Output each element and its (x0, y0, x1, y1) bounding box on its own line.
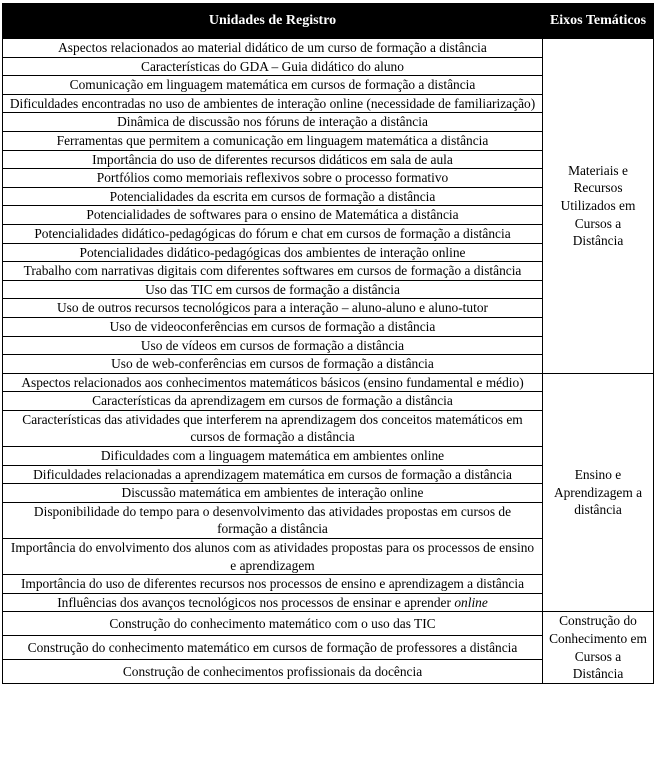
unidade-cell: Uso de web-conferências em cursos de formação a distância (3, 355, 543, 374)
unidade-cell: Dificuldades encontradas no uso de ambientes de interação online (necessidade de familiarização) (3, 94, 543, 113)
unidade-cell: Uso de outros recursos tecnológicos para a interação – aluno-aluno e aluno-tutor (3, 299, 543, 318)
eixo-tematico-cell: Ensino e Aprendizagem a distância (543, 373, 654, 612)
unidade-cell: Aspectos relacionados aos conhecimentos matemáticos básicos (ensino fundamental e médio) (3, 373, 543, 392)
eixo-tematico-cell: Materiais e Recursos Utilizados em Cursos a Distância (543, 39, 654, 374)
unidade-cell: Construção do conhecimento matemático com o uso das TIC (3, 612, 543, 636)
header-row (3, 4, 654, 39)
unidade-cell: Trabalho com narrativas digitais com diferentes softwares em cursos de formação a distância (3, 262, 543, 281)
unidade-cell: Uso de vídeos em cursos de formação a distância (3, 336, 543, 355)
unidade-cell: Dificuldades relacionadas a aprendizagem matemática em cursos de formação a distância (3, 465, 543, 484)
unidade-cell: Portfólios como memoriais reflexivos sobre o processo formativo (3, 169, 543, 188)
unidade-cell: Características do GDA – Guia didático do aluno (3, 57, 543, 76)
unidade-cell: Disponibilidade do tempo para o desenvolvimento das atividades propostas em cursos de formação a distância (3, 502, 543, 538)
unidade-cell: Potencialidades didático-pedagógicas dos ambientes de interação online (3, 243, 543, 262)
unidade-cell: Discussão matemática em ambientes de interação online (3, 484, 543, 503)
unidade-cell: Características das atividades que interferem na aprendizagem dos conceitos matemáticos em cursos de formação a distância (3, 410, 543, 446)
registro-table (2, 3, 654, 684)
table-row (3, 39, 654, 58)
eixo-tematico-cell: Construção do Conhecimento em Cursos a Distância (543, 612, 654, 683)
unidade-cell: Importância do uso de diferentes recursos nos processos de ensino e aprendizagem a distância (3, 575, 543, 594)
unidade-cell: Ferramentas que permitem a comunicação em linguagem matemática a distância (3, 131, 543, 150)
unidade-cell: Dificuldades com a linguagem matemática em ambientes online (3, 447, 543, 466)
unidade-cell: Construção de conhecimentos profissionais da docência (3, 659, 543, 683)
unidade-cell: Importância do uso de diferentes recursos didáticos em sala de aula (3, 150, 543, 169)
unidade-cell: Dinâmica de discussão nos fóruns de interação a distância (3, 113, 543, 132)
unidade-cell: Aspectos relacionados ao material didático de um curso de formação a distância (3, 39, 543, 58)
unidade-cell (3, 593, 543, 612)
header-unidades: Unidades de Registro (3, 4, 543, 39)
unidade-cell: Características da aprendizagem em cursos de formação a distância (3, 392, 543, 411)
unidade-cell: Importância do envolvimento dos alunos com as atividades propostas para os processos de ensino e aprendizagem (3, 539, 543, 575)
unidade-cell: Construção do conhecimento matemático em cursos de formação de professores a distância (3, 636, 543, 660)
table-body (3, 39, 654, 684)
unidade-cell: Uso das TIC em cursos de formação a distância (3, 280, 543, 299)
unidade-text: Influências dos avanços tecnológicos nos processos de ensinar e aprender (57, 594, 451, 610)
unidade-cell: Potencialidades didático-pedagógicas do fórum e chat em cursos de formação a distância (3, 224, 543, 243)
table-row (3, 373, 654, 392)
unidade-cell: Uso de videoconferências em cursos de formação a distância (3, 317, 543, 336)
unidade-italic-text: online (454, 594, 488, 610)
unidade-cell: Potencialidades da escrita em cursos de formação a distância (3, 187, 543, 206)
unidade-cell: Potencialidades de softwares para o ensino de Matemática a distância (3, 206, 543, 225)
unidade-cell: Comunicação em linguagem matemática em cursos de formação a distância (3, 76, 543, 95)
header-eixos: Eixos Temáticos (543, 4, 654, 39)
table-row (3, 612, 654, 636)
